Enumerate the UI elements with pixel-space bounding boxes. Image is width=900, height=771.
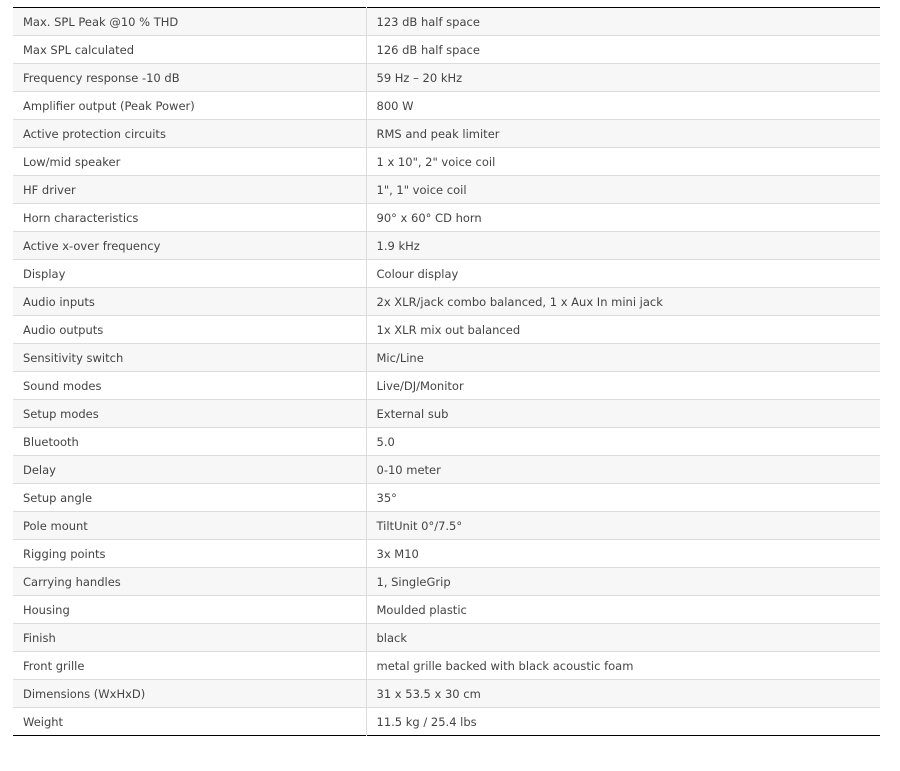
spec-value: 800 W: [366, 92, 880, 120]
spec-value: 3x M10: [366, 540, 880, 568]
table-row: [13, 92, 880, 120]
table-row: [13, 456, 880, 484]
spec-value: 59 Hz – 20 kHz: [366, 64, 880, 92]
spec-value: Colour display: [366, 260, 880, 288]
spec-label: Front grille: [13, 652, 366, 680]
table-row: [13, 596, 880, 624]
spec-label: Bluetooth: [13, 428, 366, 456]
spec-label: Weight: [13, 708, 366, 736]
spec-label: Active protection circuits: [13, 120, 366, 148]
spec-value: 1.9 kHz: [366, 232, 880, 260]
spec-value: Moulded plastic: [366, 596, 880, 624]
spec-label: Setup angle: [13, 484, 366, 512]
table-row: [13, 428, 880, 456]
spec-value: 5.0: [366, 428, 880, 456]
spec-label: HF driver: [13, 176, 366, 204]
spec-label: Sensitivity switch: [13, 344, 366, 372]
table-row: [13, 344, 880, 372]
spec-label: Max. SPL Peak @10 % THD: [13, 8, 366, 36]
spec-value: 2x XLR/jack combo balanced, 1 x Aux In mini jack: [366, 288, 880, 316]
spec-value: 1", 1" voice coil: [366, 176, 880, 204]
spec-label: Audio inputs: [13, 288, 366, 316]
spec-label: Horn characteristics: [13, 204, 366, 232]
table-row: [13, 232, 880, 260]
table-row: [13, 680, 880, 708]
spec-value: 1x XLR mix out balanced: [366, 316, 880, 344]
spec-value: 35°: [366, 484, 880, 512]
table-row: [13, 288, 880, 316]
table-row: [13, 400, 880, 428]
spec-value: metal grille backed with black acoustic foam: [366, 652, 880, 680]
spec-label: Finish: [13, 624, 366, 652]
table-row: [13, 176, 880, 204]
spec-label: Housing: [13, 596, 366, 624]
spec-value: 1 x 10", 2" voice coil: [366, 148, 880, 176]
specifications-table-body: [13, 8, 880, 736]
spec-value: 1, SingleGrip: [366, 568, 880, 596]
spec-value: RMS and peak limiter: [366, 120, 880, 148]
table-row: [13, 652, 880, 680]
spec-value: 11.5 kg / 25.4 lbs: [366, 708, 880, 736]
spec-label: Active x-over frequency: [13, 232, 366, 260]
spec-label: Display: [13, 260, 366, 288]
table-row: [13, 484, 880, 512]
spec-label: Sound modes: [13, 372, 366, 400]
spec-label: Audio outputs: [13, 316, 366, 344]
spec-label: Setup modes: [13, 400, 366, 428]
spec-label: Pole mount: [13, 512, 366, 540]
specifications-table: [13, 7, 880, 736]
spec-value: 126 dB half space: [366, 36, 880, 64]
spec-label: Low/mid speaker: [13, 148, 366, 176]
table-row: [13, 624, 880, 652]
spec-value: Mic/Line: [366, 344, 880, 372]
table-row: [13, 540, 880, 568]
table-row: [13, 120, 880, 148]
table-row: [13, 36, 880, 64]
table-row: [13, 372, 880, 400]
spec-value: Live/DJ/Monitor: [366, 372, 880, 400]
spec-value: External sub: [366, 400, 880, 428]
spec-label: Carrying handles: [13, 568, 366, 596]
spec-value: 31 x 53.5 x 30 cm: [366, 680, 880, 708]
table-row: [13, 316, 880, 344]
spec-label: Max SPL calculated: [13, 36, 366, 64]
table-row: [13, 8, 880, 36]
spec-value: 90° x 60° CD horn: [366, 204, 880, 232]
table-row: [13, 260, 880, 288]
table-row: [13, 708, 880, 736]
spec-label: Dimensions (WxHxD): [13, 680, 366, 708]
spec-label: Delay: [13, 456, 366, 484]
spec-value: black: [366, 624, 880, 652]
table-row: [13, 204, 880, 232]
table-row: [13, 512, 880, 540]
table-row: [13, 568, 880, 596]
spec-label: Frequency response -10 dB: [13, 64, 366, 92]
spec-value: 123 dB half space: [366, 8, 880, 36]
spec-value: TiltUnit 0°/7.5°: [366, 512, 880, 540]
spec-label: Rigging points: [13, 540, 366, 568]
spec-value: 0-10 meter: [366, 456, 880, 484]
table-row: [13, 64, 880, 92]
table-row: [13, 148, 880, 176]
spec-label: Amplifier output (Peak Power): [13, 92, 366, 120]
